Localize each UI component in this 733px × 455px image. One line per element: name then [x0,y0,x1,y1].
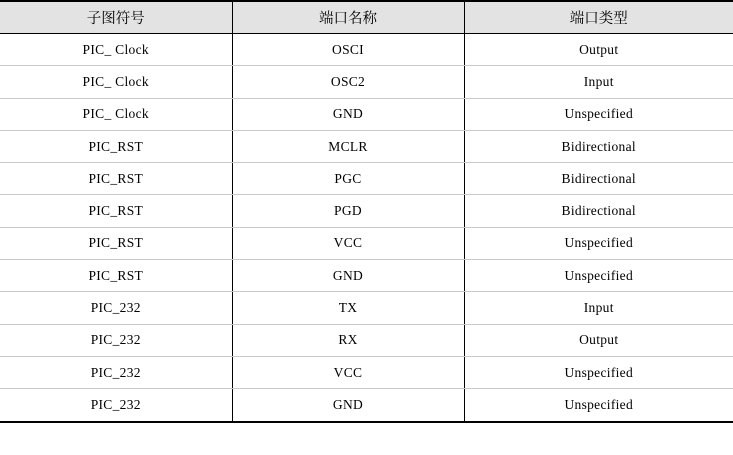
cell-port-type: Unspecified [464,227,733,259]
cell-port-type: Unspecified [464,356,733,388]
cell-symbol: PIC_ Clock [0,66,232,98]
cell-port-type: Unspecified [464,389,733,422]
cell-port-name: GND [232,98,464,130]
table-row [0,356,733,388]
table-row [0,227,733,259]
table-row [0,98,733,130]
table-header [0,1,733,34]
cell-symbol: PIC_232 [0,324,232,356]
cell-port-name: PGD [232,195,464,227]
cell-port-type: Unspecified [464,98,733,130]
cell-port-name: RX [232,324,464,356]
cell-port-type: Output [464,324,733,356]
cell-port-name: OSC2 [232,66,464,98]
cell-port-name: TX [232,292,464,324]
column-header-symbol: 子图符号 [0,1,232,34]
cell-port-name: OSCI [232,34,464,66]
cell-symbol: PIC_232 [0,292,232,324]
cell-port-type: Bidirectional [464,130,733,162]
cell-symbol: PIC_ Clock [0,34,232,66]
cell-symbol: PIC_232 [0,389,232,422]
cell-port-name: PGC [232,163,464,195]
table-row [0,66,733,98]
cell-symbol: PIC_RST [0,227,232,259]
cell-port-name: MCLR [232,130,464,162]
cell-port-type: Bidirectional [464,195,733,227]
cell-symbol: PIC_RST [0,163,232,195]
cell-symbol: PIC_ Clock [0,98,232,130]
column-header-port-type: 端口类型 [464,1,733,34]
cell-port-type: Output [464,34,733,66]
cell-port-name: VCC [232,356,464,388]
cell-port-name: GND [232,389,464,422]
cell-symbol: PIC_232 [0,356,232,388]
cell-port-type: Input [464,66,733,98]
cell-port-type: Bidirectional [464,163,733,195]
table-body [0,34,733,422]
cell-port-type: Unspecified [464,260,733,292]
table-row [0,195,733,227]
table-row [0,260,733,292]
cell-port-name: GND [232,260,464,292]
column-header-port-name: 端口名称 [232,1,464,34]
cell-symbol: PIC_RST [0,260,232,292]
table-row [0,324,733,356]
table-row [0,389,733,422]
cell-port-name: VCC [232,227,464,259]
table-row [0,34,733,66]
cell-symbol: PIC_RST [0,130,232,162]
table-row [0,292,733,324]
cell-port-type: Input [464,292,733,324]
cell-symbol: PIC_RST [0,195,232,227]
table-row [0,130,733,162]
table-header-row [0,1,733,34]
table-row [0,163,733,195]
